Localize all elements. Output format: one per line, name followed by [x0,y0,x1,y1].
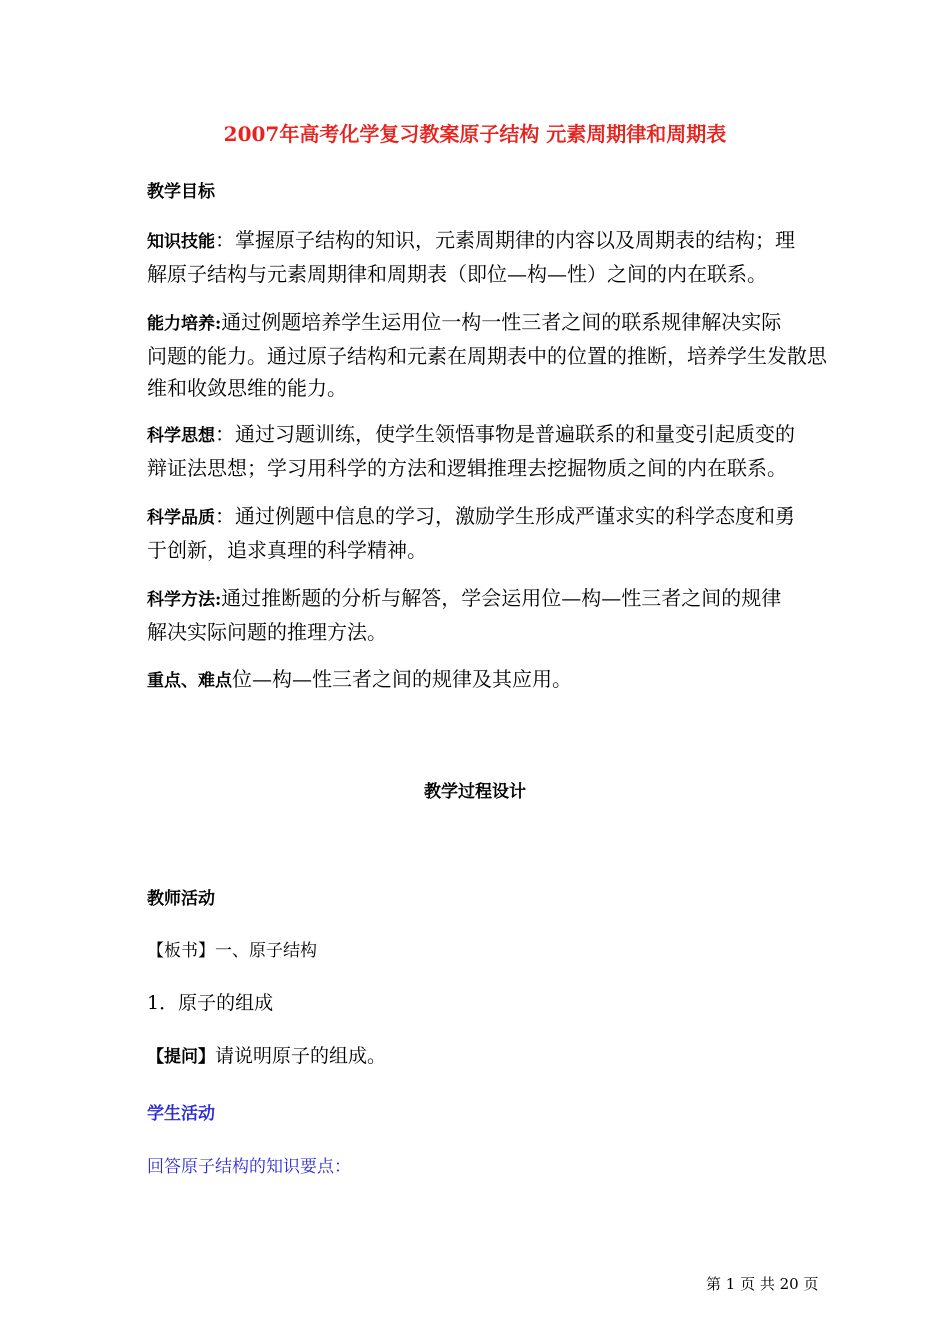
process-heading: 教学过程设计 [424,782,526,802]
question-line [147,1041,386,1068]
method-paragraph [147,582,847,648]
teaching-goals-heading: 教学目标 [147,182,215,202]
knowledge-skills-text-2: 解原子结构与元素周期律和周期表（即位—构—性）之间的内在联系。 [147,262,767,286]
teacher-activity-heading: 教师活动 [147,889,215,909]
question-text: 请说明原子的组成。 [215,1045,387,1067]
quality-text-1: ：通过例题中信息的学习，激励学生形成严谨求实的科学态度和勇 [215,504,795,528]
method-label: 科学方法: [147,590,222,610]
quality-text-2: 于创新，追求真理的科学精神。 [147,538,427,562]
board-line [147,936,317,961]
ability-paragraph [147,306,847,404]
board-label: 【板书】 [147,941,215,961]
method-text-1: 通过推断题的分析与解答，学会运用位—构—性三者之间的规律 [221,586,782,610]
thinking-text-2: 辩证法思想；学习用科学的方法和逻辑推理去挖掘物质之间的内在联系。 [147,456,787,480]
method-text-2: 解决实际问题的推理方法。 [147,620,387,644]
quality-paragraph [147,500,847,566]
student-activity-heading: 学生活动 [147,1104,215,1124]
thinking-label: 科学思想 [147,426,215,446]
thinking-text-1: ：通过习题训练，使学生领悟事物是普遍联系的和量变引起质变的 [215,422,795,446]
quality-label: 科学品质 [147,508,215,528]
ability-text-2: 问题的能力。通过原子结构和元素在周期表中的位置的推断，培养学生发散思 [147,344,827,368]
document-title: 2007年高考化学复习教案原子结构 元素周期律和周期表 [223,122,727,146]
thinking-paragraph [147,418,847,484]
board-text: 一、原子结构 [215,941,317,961]
key-points-label: 重点、难点 [147,671,232,691]
ability-text-1: 通过例题培养学生运用位一构一性三者之间的联系规律解决实际 [221,310,782,334]
knowledge-skills-text-1: ：掌握原子结构的知识，元素周期律的内容以及周期表的结构；理 [215,228,795,252]
knowledge-skills-paragraph [147,224,847,290]
key-points-text: 位—构—性三者之间的规律及其应用。 [232,667,572,691]
page-number-footer: 第 1 页 共 20 页 [706,1275,819,1293]
ability-text-3: 维和收敛思维的能力。 [147,376,347,400]
key-points-paragraph [147,663,847,697]
ability-label: 能力培养: [147,314,222,334]
knowledge-skills-label: 知识技能 [147,232,215,252]
student-answer: 回答原子结构的知识要点： [147,1157,351,1177]
question-label: 【提问】 [147,1047,215,1067]
item-1: 1．原子的组成 [147,992,274,1014]
